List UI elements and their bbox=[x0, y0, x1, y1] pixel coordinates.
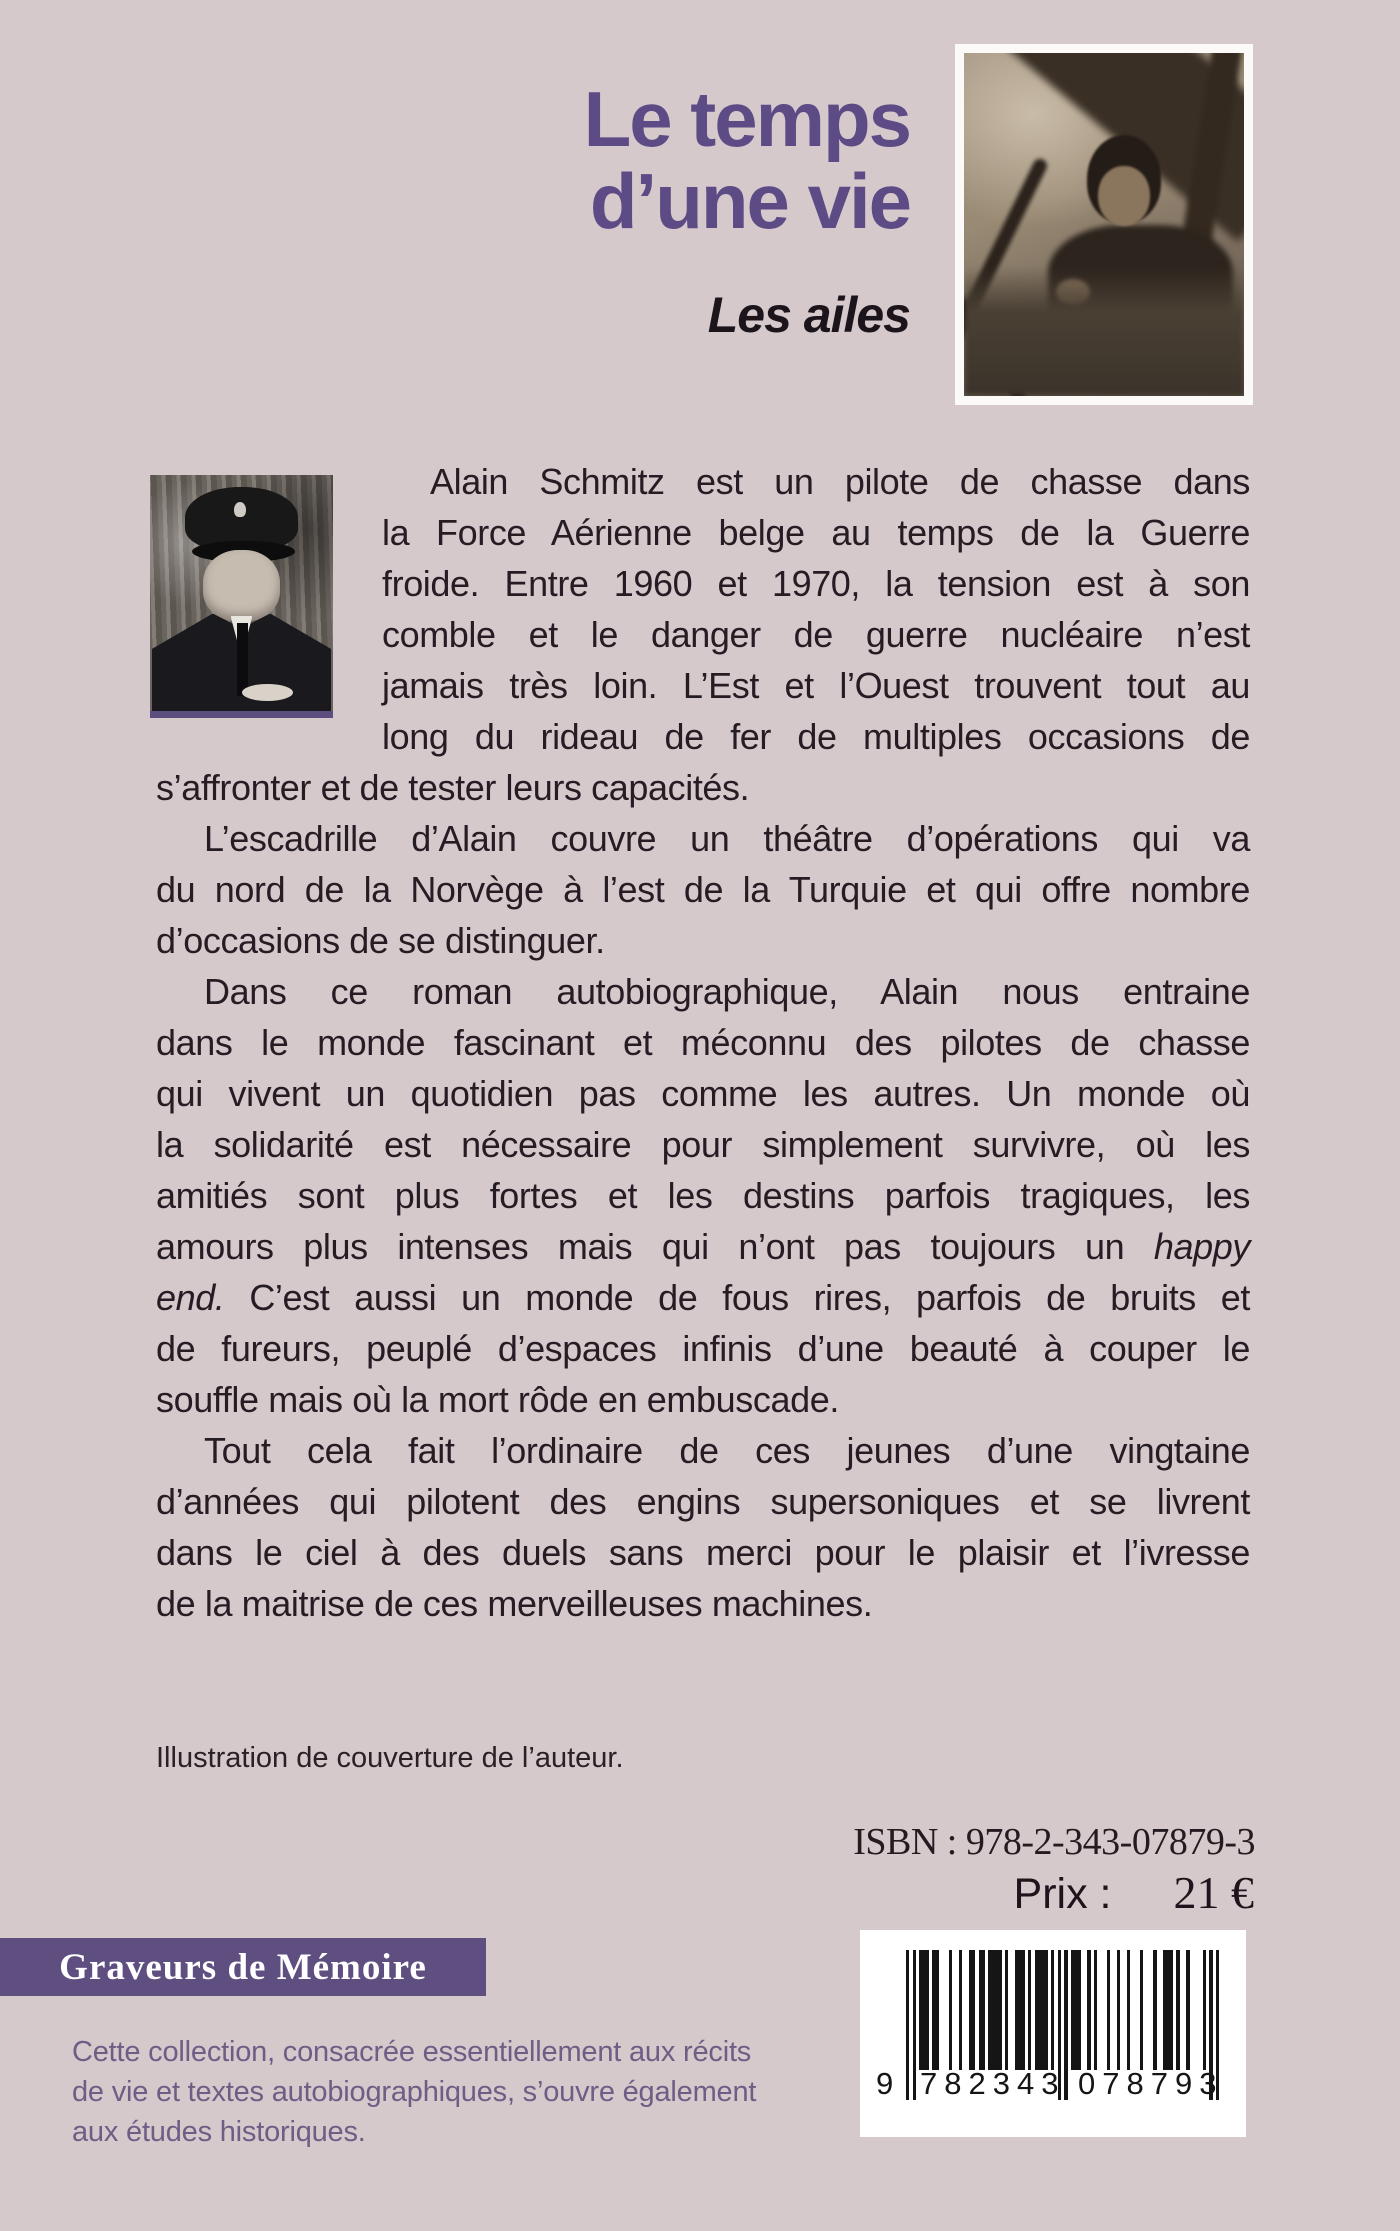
body-line: comble et le danger de guerre nucléaire n’est bbox=[382, 614, 1250, 655]
body-line: amitiés sont plus fortes et les destins parfois tragiques, les bbox=[156, 1175, 1250, 1216]
barcode-digit-group2: 078793 bbox=[1078, 2066, 1224, 2101]
body-line: Tout cela fait l’ordinaire de ces jeunes d’une vingtaine bbox=[204, 1430, 1250, 1471]
body-line: d’années qui pilotent des engins supersoniques et se livrent bbox=[156, 1481, 1250, 1522]
book-title-line2: d’une vie bbox=[589, 157, 910, 245]
book-title bbox=[350, 75, 910, 245]
collection-line: Cette collection, consacrée essentiellement aux récits bbox=[72, 2036, 752, 2068]
cockpit-photo-image bbox=[964, 53, 1244, 396]
body-line: L’escadrille d’Alain couvre un théâtre d’opérations qui va bbox=[204, 818, 1250, 859]
body-line: du nord de la Norvège à l’est de la Turquie et qui offre nombre bbox=[156, 869, 1250, 910]
body-text bbox=[156, 456, 1250, 1629]
barcode-digit-group1: 782343 bbox=[920, 2066, 1066, 2101]
body-line: d’occasions de se distinguer. bbox=[156, 920, 605, 961]
body-line: jamais très loin. L’Est et l’Ouest trouvent tout au bbox=[382, 665, 1250, 706]
body-line: qui vivent un quotidien pas comme les autres. Un monde où bbox=[156, 1073, 1250, 1114]
collection-description bbox=[72, 2032, 812, 2152]
body-line: de la maitrise de ces merveilleuses machines. bbox=[156, 1583, 873, 1624]
book-subtitle: Les ailes bbox=[707, 287, 910, 343]
body-line: dans le ciel à des duels sans merci pour le plaisir et l’ivresse bbox=[156, 1532, 1250, 1573]
book-title-line1: Le temps bbox=[583, 75, 910, 163]
body-line: froide. Entre 1960 et 1970, la tension est à son bbox=[382, 563, 1250, 604]
barcode-digits bbox=[876, 2066, 1224, 2102]
cockpit-photo bbox=[955, 44, 1253, 405]
price-label: Prix : bbox=[1013, 1870, 1112, 1918]
body-line: la Force Aérienne belge au temps de la Guerre bbox=[382, 512, 1250, 553]
collection-banner: Graveurs de Mémoire bbox=[0, 1938, 486, 1996]
pilot-face-shape bbox=[1098, 166, 1150, 226]
body-line: Alain Schmitz est un pilote de chasse dans bbox=[430, 461, 1250, 502]
barcode-area bbox=[876, 1950, 1224, 2102]
body-line: la solidarité est nécessaire pour simplement survivre, où les bbox=[156, 1124, 1250, 1165]
price-row bbox=[1014, 1866, 1254, 1919]
barcode-digit-lead: 9 bbox=[876, 2066, 894, 2101]
body-line: Dans ce roman autobiographique, Alain nous entraine bbox=[204, 971, 1250, 1012]
body-line: end. C’est aussi un monde de fous rires, parfois de bruits et bbox=[156, 1277, 1250, 1318]
cover-credit: Illustration de couverture de l’auteur. bbox=[156, 1742, 624, 1774]
collection-line: de vie et textes autobiographiques, s’ouvre également bbox=[72, 2076, 757, 2108]
price-value: 21 € bbox=[1173, 1867, 1254, 1918]
collection-line: aux études historiques. bbox=[72, 2116, 366, 2148]
body-line: s’affronter et de tester leurs capacités. bbox=[156, 767, 750, 808]
body-line: de fureurs, peuplé d’espaces infinis d’une beauté à couper le bbox=[156, 1328, 1250, 1369]
barcode bbox=[860, 1930, 1246, 2137]
body-line: souffle mais où la mort rôde en embuscade. bbox=[156, 1379, 839, 1420]
body-line: amours plus intenses mais qui n’ont pas toujours un happy bbox=[156, 1226, 1250, 1267]
body-line: dans le monde fascinant et méconnu des pilotes de chasse bbox=[156, 1022, 1250, 1063]
cockpit-foreground-shape bbox=[964, 266, 1244, 396]
body-line: long du rideau de fer de multiples occasions de bbox=[382, 716, 1250, 757]
isbn-text: ISBN : 978-2-343-07879-3 bbox=[853, 1821, 1255, 1863]
